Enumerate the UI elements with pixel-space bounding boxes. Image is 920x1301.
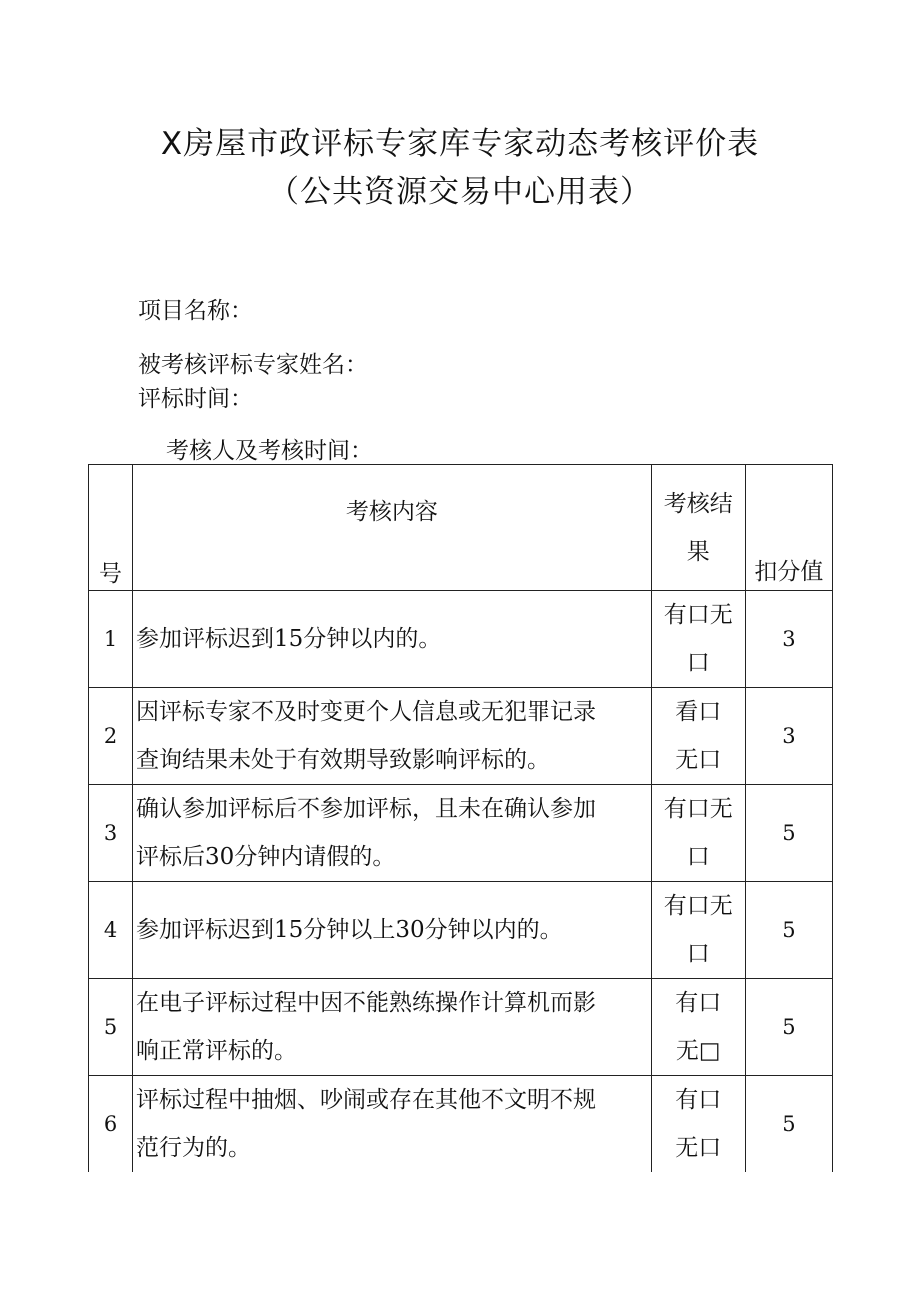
row-deduct: 3 [745,591,832,688]
row-content-line2: 响正常评标的。 [136,1038,298,1064]
row-result-line1: 有口无 [663,893,733,919]
document-title: X房屋市政评标专家库专家动态考核评价表 [160,126,760,162]
row-no: 5 [89,979,133,1076]
row-result-line2: 口 [686,650,710,676]
row-result-line2: 无口 [675,1135,722,1161]
row-result-line2: 无□ [675,1038,721,1064]
header-result [651,465,745,591]
row-content-line2: 范行为的。 [136,1135,252,1161]
row-deduct: 3 [745,688,832,785]
row-deduct: 5 [745,785,832,882]
header-result-line1: 考核结 [663,490,733,517]
project-name-label: 项目名称： [138,298,253,324]
row-result-line1: 有口 [675,1087,722,1113]
row-no: 2 [89,688,133,785]
expert-name-label: 被考核评标专家姓名： [138,352,368,378]
row-result-line1: 有口无 [663,796,733,822]
row-result-line2: 无口 [675,747,722,773]
row-content-line2: 查询结果未处于有效期导致影响评标的。 [136,747,551,773]
table-row [89,882,833,979]
row-result [651,882,745,979]
row-result [651,688,745,785]
row-content [133,591,652,688]
row-result [651,785,745,882]
table-row [89,591,833,688]
header-no: 号 [89,465,133,591]
document-subtitle: （公共资源交易中心用表） [268,174,652,210]
row-deduct: 5 [745,979,832,1076]
row-result [651,979,745,1076]
row-content [133,1076,652,1173]
row-result [651,591,745,688]
row-content [133,979,652,1076]
row-no: 1 [89,591,133,688]
row-no: 3 [89,785,133,882]
row-result-line2: 口 [686,844,710,870]
row-content-line1: 参加评标迟到15分钟以内的。 [136,626,442,652]
table-row [89,688,833,785]
table-header-row [89,465,833,591]
row-content-line1: 评标过程中抽烟、吵闹或存在其他不文明不规 [136,1087,597,1113]
row-result-line2: 口 [686,941,710,967]
row-content-line2: 评标后30分钟内请假的。 [136,844,396,870]
row-result-line1: 有口无 [663,602,733,628]
header-content: 考核内容 [133,465,652,591]
table-row [89,785,833,882]
row-result-line1: 看口 [675,699,722,725]
table-row [89,979,833,1076]
row-deduct: 5 [745,1076,832,1173]
row-result [651,1076,745,1173]
header-deduct: 扣分值 [745,465,832,591]
row-result-line1: 有口 [675,990,722,1016]
row-content [133,882,652,979]
row-deduct: 5 [745,882,832,979]
row-content [133,785,652,882]
assessment-table [88,464,833,1172]
row-content [133,688,652,785]
row-content-line1: 参加评标迟到15分钟以上30分钟以内的。 [136,917,563,943]
row-content-line1: 在电子评标过程中因不能熟练操作计算机而影 [136,990,597,1016]
review-time-label: 评标时间： [138,386,253,412]
row-content-line1: 因评标专家不及时变更个人信息或无犯罪记录 [136,699,597,725]
assessor-time-label: 考核人及考核时间： [166,438,373,464]
row-no: 4 [89,882,133,979]
table-row [89,1076,833,1173]
row-content-line1: 确认参加评标后不参加评标，且未在确认参加 [136,796,597,822]
row-no: 6 [89,1076,133,1173]
header-result-line2: 果 [686,538,710,565]
